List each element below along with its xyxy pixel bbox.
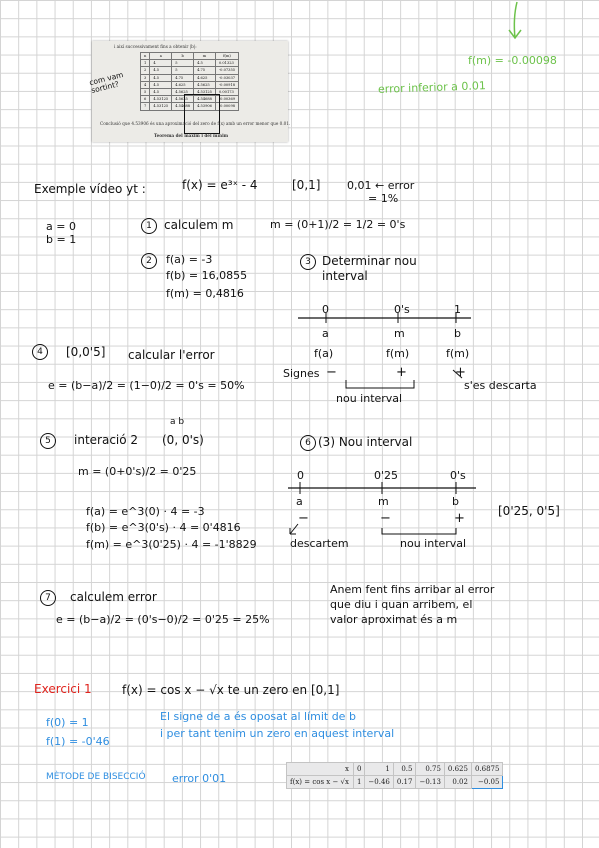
step5-fa: f(a) = e^3(0) · 4 = -3 [86,505,205,518]
nou-interval-2: nou interval [400,537,467,550]
nl2-tick: 0's [450,469,466,482]
cell: -0.00918 [215,81,238,88]
cell: 4.5 [150,67,172,74]
note-line: valor aproximat és a m [330,613,458,626]
step4-interval: [0,0'5] [66,345,106,359]
cell: 4.75 [172,74,194,81]
example-function: f(x) = e³ˣ - 4 [182,178,258,192]
nl1-sign: + [455,365,466,380]
method-error: error 0'01 [172,772,227,785]
cell: 4 [141,81,150,88]
step2-fa: f(a) = -3 [166,253,213,266]
step7-text: calculem error [70,590,157,604]
cell: 0.01323 [215,60,238,67]
step-number: 4 [32,344,48,360]
cell: 5 [141,88,150,95]
hand-note-text: com vam sortint? [88,70,125,95]
step6-text: (3) Nou interval [318,435,413,449]
exercise-note-1: El signe de a és oposat al límit de b [160,710,356,723]
nl2-tick: 0'25 [374,469,399,482]
table-cell: 0.625 [444,763,471,776]
note-line: que diu i quan arribem, el [330,598,473,611]
cell: -0.00369 [215,96,238,103]
bisection-table [286,762,503,789]
exercise-note-2: i per tant tenim un zero en aquest interval [160,727,395,740]
example-title: Exemple vídeo yt : [34,182,146,196]
table-cell: 0.5 [393,763,416,776]
nl1-letter: b [454,327,461,340]
green-arrow-icon [505,0,525,42]
nou-interval-1: nou interval [336,392,403,405]
nl1-f: f(m) [446,347,470,360]
photo-th: n [141,53,150,60]
nl1-sign: + [396,365,407,380]
cell: 4.625 [194,74,216,81]
table-cell: 0.6875 [471,763,503,776]
table-cell-highlighted: −0.05 [471,776,503,789]
nl2-sign: − [298,511,309,526]
example-error: 0,01 ← error [347,179,415,192]
photo-conclusion: Conclusió que 4.53906 és una aproximació del zero de f(x) amb un error menor que 0.01. [100,121,291,126]
nl1-letter: m [394,327,405,340]
table-cell: 1 [353,776,364,789]
cell: 4.625 [172,81,194,88]
cell: 4.75 [194,67,216,74]
interval-2: [0'25, 0'5] [498,504,560,518]
nl2-sign: − [380,511,391,526]
cell: 4 [150,60,172,67]
nl1-tick: 0's [394,303,410,316]
table-row-label: f(x) = cos x − √x [287,776,354,789]
table-row-label: x [287,763,354,776]
nl1-letter: a [322,327,329,340]
step1-eq: m = (0+1)/2 = 1/2 = 0's [270,218,406,231]
exercise-label: Exercici 1 [34,682,92,696]
cell: 4.53906 [194,103,216,110]
photo-th: b [172,53,194,60]
exercise-f1: f(1) = -0'46 [46,735,110,748]
step4-text: calcular l'error [128,348,215,362]
step5-fb: f(b) = e^3(0's) · 4 = 0'4816 [86,521,241,534]
table-row [287,763,503,776]
cell: 4.53125 [194,88,216,95]
photo-top-line: i així successivament fins a obtenir |b|: [114,44,197,49]
number-line-2 [286,468,516,538]
nl1-f: f(a) [314,347,334,360]
cell: 4.53125 [150,96,172,103]
cell: 4.5 [150,88,172,95]
photo-table-header [141,53,239,60]
photo-th: f(m) [215,53,238,60]
step5-interval: (0, 0's) [162,433,204,447]
es-descarta: s'es descarta [464,379,537,392]
example-error-percent: = 1% [368,192,399,205]
cell: 4.5 [150,81,172,88]
cell: 6 [141,96,150,103]
descartem-label: descartem [290,537,349,550]
green-fm-note: f(m) = -0.00098 [468,54,557,67]
photo-table-row [141,74,239,81]
step2-fb: f(b) = 16,0855 [166,269,248,282]
cell: 1 [141,60,150,67]
nl2-letter: b [452,495,459,508]
cell: -0.00098 [215,103,238,110]
cell: 4.54688 [172,103,194,110]
table-cell: 0.75 [416,763,444,776]
exercise-f0: f(0) = 1 [46,716,89,729]
photo-th: a [150,53,172,60]
step5-m: m = (0+0's)/2 = 0'25 [78,465,197,478]
nl2-tick: 0 [297,469,304,482]
photo-table-row [141,67,239,74]
exercise-statement: f(x) = cos x − √x te un zero en [0,1] [122,683,340,697]
table-cell: −0.46 [365,776,393,789]
step-number: 3 [300,254,316,270]
nl2-sign: + [454,511,465,526]
cell: 4.5 [150,74,172,81]
step7-eq: e = (b−a)/2 = (0's−0)/2 = 0'25 = 25% [56,613,270,626]
cell: 5 [172,67,194,74]
step5-text: interació 2 [74,433,139,447]
cell: 3 [141,74,150,81]
cell: 2 [141,67,150,74]
step-number: 5 [40,433,56,449]
table-cell: 0 [353,763,364,776]
nl2-letter: m [378,495,389,508]
step5-ab: a b [170,417,185,427]
nl2-letter: a [296,495,303,508]
cell: 4.5 [194,60,216,67]
nl1-tick: 0 [322,303,329,316]
cell: 4.53125 [150,103,172,110]
step2-fm: f(m) = 0,4816 [166,287,244,300]
method-label: MÈTODE DE BISECCIÓ [46,772,146,782]
photo-table-row [141,60,239,67]
example-interval: [0,1] [292,178,321,192]
photo-table-row [141,81,239,88]
step-number: 1 [141,218,157,234]
table-row [287,776,503,789]
cell: 7 [141,103,150,110]
table-cell: 1 [365,763,393,776]
cell: 4.5625 [172,88,194,95]
table-cell: −0.13 [416,776,444,789]
cell: -0.07355 [215,67,238,74]
photo-theorem: Teorema del màxim i del mínim [154,133,229,138]
step4-eq: e = (b−a)/2 = (1−0)/2 = 0's = 50% [48,379,245,392]
photo-hand-note [89,71,127,95]
photo-highlight-box [184,94,220,134]
cell: 4.54688 [194,96,216,103]
step-number: 7 [40,590,56,606]
cell: -0.03037 [215,74,238,81]
textbook-photo [88,41,291,142]
step-number: 2 [141,253,157,269]
step-number: 6 [300,435,316,451]
green-error-note: error inferior a 0.01 [377,79,487,96]
table-cell: 0.02 [444,776,471,789]
note-line: Anem fent fins arribar al error [330,583,495,596]
table-cell: 0.17 [393,776,416,789]
photo-th: m [194,53,216,60]
nl1-sign: − [326,365,337,380]
example-b: b = 1 [46,233,77,246]
cell: 4.5625 [194,81,216,88]
nl1-f: f(m) [386,347,410,360]
nl1-tick: 1 [454,303,461,316]
cell: 0.00173 [215,88,238,95]
cell: 5 [172,60,194,67]
example-a: a = 0 [46,220,76,233]
step1-text: calculem m [164,218,234,232]
cell: 4.5625 [172,96,194,103]
signes-label: Signes [283,367,320,380]
step3-text: Determinar nou interval [322,254,417,283]
step5-fm: f(m) = e^3(0'25) · 4 = -1'8829 [86,538,257,551]
